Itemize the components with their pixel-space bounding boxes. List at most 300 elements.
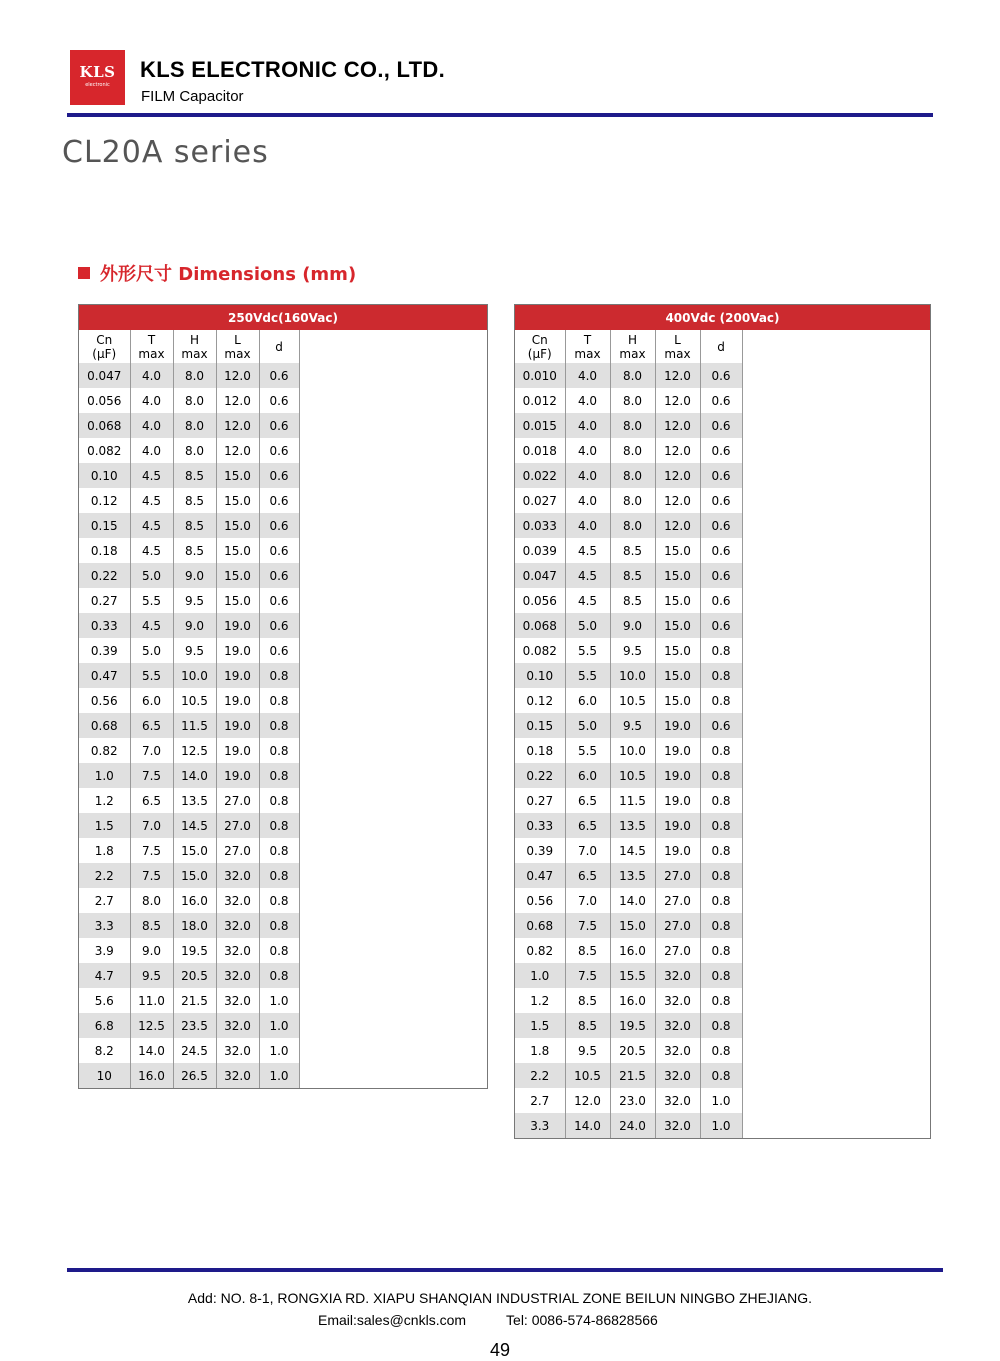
table-cell: 5.5 [130,588,173,613]
col-header-cn [515,330,565,363]
blank-cell [299,363,487,388]
table-cell: 0.8 [700,1038,742,1063]
table-cell: 8.0 [610,413,655,438]
table-header-row [79,330,487,363]
table-cell: 19.0 [216,638,259,663]
blank-cell [742,1013,930,1038]
table-cell: 27.0 [216,838,259,863]
table-cell: 0.8 [700,813,742,838]
blank-cell [299,1013,487,1038]
table-cell: 19.0 [216,688,259,713]
table-cell: 8.5 [173,463,216,488]
table-cell: 15.0 [216,563,259,588]
table-cell: 7.5 [130,838,173,863]
table-cell: 9.5 [565,1038,610,1063]
table-cell: 7.0 [565,888,610,913]
footer-divider [67,1268,943,1272]
table-cell: 1.0 [259,1063,299,1088]
table-row [515,913,930,938]
header-blank-cell [742,330,930,363]
table-cell: 0.6 [259,563,299,588]
table-cell: 0.082 [79,438,130,463]
table-cell: 7.5 [130,763,173,788]
table-cell: 19.0 [655,788,700,813]
blank-cell [742,463,930,488]
table-cell: 0.6 [700,588,742,613]
table-row [79,788,487,813]
table-cell: 5.5 [565,663,610,688]
table-cell: 1.2 [79,788,130,813]
table-cell: 0.8 [259,838,299,863]
blank-cell [742,938,930,963]
table-cell: 0.6 [700,363,742,388]
table-cell: 15.0 [655,613,700,638]
table-cell: 0.012 [515,388,565,413]
table-cell: 0.6 [700,538,742,563]
blank-cell [299,713,487,738]
table-cell: 4.0 [565,438,610,463]
table-cell: 9.0 [130,938,173,963]
table-row [79,613,487,638]
blank-cell [299,388,487,413]
table-cell: 0.8 [259,713,299,738]
table-cell: 0.8 [259,663,299,688]
table-cell: 10.5 [565,1063,610,1088]
blank-cell [299,863,487,888]
blank-cell [742,763,930,788]
table-cell: 0.6 [700,413,742,438]
table-cell: 0.8 [700,738,742,763]
table-row [79,988,487,1013]
table-cell: 0.8 [259,963,299,988]
blank-cell [299,913,487,938]
table-cell: 0.6 [259,513,299,538]
blank-cell [742,513,930,538]
table-cell: 0.47 [515,863,565,888]
table-cell: 4.0 [130,438,173,463]
table-cell: 0.18 [79,538,130,563]
table-cell: 13.5 [610,813,655,838]
table-row [515,963,930,988]
table-row [79,813,487,838]
table-cell: 4.7 [79,963,130,988]
table-cell: 0.068 [515,613,565,638]
table-cell: 8.5 [173,538,216,563]
table-cell: 19.5 [610,1013,655,1038]
col-header-t-label: T [147,332,156,347]
table-cell: 4.5 [130,463,173,488]
blank-cell [742,438,930,463]
table-cell: 0.6 [259,388,299,413]
col-header-cn-label: Cn [96,332,113,347]
table-row [79,438,487,463]
section-heading-label: 外形尺寸 Dimensions (mm) [100,264,357,285]
table-cell: 15.0 [173,863,216,888]
table-row [79,538,487,563]
table-cell: 7.0 [130,738,173,763]
table-cell: 0.8 [700,938,742,963]
table-cell: 20.5 [173,963,216,988]
table-cell: 1.0 [700,1113,742,1138]
table-row [79,363,487,388]
col-header-t-label: T [583,332,592,347]
table-row [79,913,487,938]
header-divider [67,113,933,117]
table-cell: 0.22 [79,563,130,588]
blank-cell [742,388,930,413]
table-cell: 24.5 [173,1038,216,1063]
table-cell: 19.0 [216,763,259,788]
table-cell: 8.0 [610,363,655,388]
table-row [515,888,930,913]
blank-cell [742,988,930,1013]
table-cell: 0.082 [515,638,565,663]
table-row [515,588,930,613]
page-title: CL20A series [62,135,269,170]
table-cell: 0.039 [515,538,565,563]
table-cell: 26.5 [173,1063,216,1088]
table-row [79,663,487,688]
blank-cell [742,813,930,838]
table-cell: 0.047 [79,363,130,388]
table-cell: 32.0 [216,988,259,1013]
table-cell: 10.5 [610,688,655,713]
table-cell: 8.0 [610,438,655,463]
blank-cell [299,488,487,513]
table-cell: 15.0 [655,638,700,663]
col-header-cn-label: Cn [531,332,548,347]
table-cell: 19.0 [216,663,259,688]
table-cell: 0.056 [515,588,565,613]
table-cell: 0.56 [79,688,130,713]
blank-cell [742,588,930,613]
product-category: FILM Capacitor [141,88,244,105]
table-cell: 8.0 [173,363,216,388]
table-cell: 0.8 [259,738,299,763]
table-cell: 1.0 [79,763,130,788]
table-row [515,988,930,1013]
table-cell: 4.5 [130,513,173,538]
table-cell: 4.5 [130,613,173,638]
blank-cell [299,788,487,813]
table-row [79,688,487,713]
table-cell: 5.0 [130,563,173,588]
table-cell: 0.8 [700,863,742,888]
table-cell: 4.0 [130,363,173,388]
table-cell: 0.15 [79,513,130,538]
table-cell: 6.0 [565,688,610,713]
table-cell: 19.0 [216,738,259,763]
table-cell: 4.5 [130,538,173,563]
table-row [515,713,930,738]
table-row [79,1063,487,1088]
table-cell: 5.0 [565,713,610,738]
table-cell: 0.6 [259,463,299,488]
table-row [515,388,930,413]
table-cell: 8.0 [610,388,655,413]
blank-cell [299,688,487,713]
blank-cell [299,538,487,563]
table-row [515,838,930,863]
table-cell: 0.6 [259,638,299,663]
table-cell: 23.0 [610,1088,655,1113]
table-cell: 9.5 [173,588,216,613]
table-cell: 0.8 [700,638,742,663]
table-cell: 5.0 [565,613,610,638]
table-cell: 19.5 [173,938,216,963]
table-cell: 0.027 [515,488,565,513]
company-logo [70,50,125,105]
table-cell: 9.5 [130,963,173,988]
blank-cell [742,1063,930,1088]
table-row [515,413,930,438]
table-caption: 400Vdc (200Vac) [515,305,930,330]
table-cell: 0.010 [515,363,565,388]
table-row [79,713,487,738]
table-cell: 0.8 [700,988,742,1013]
table-cell: 2.7 [515,1088,565,1113]
table-cell: 15.0 [216,488,259,513]
table-cell: 8.5 [565,988,610,1013]
table-cell: 9.0 [610,613,655,638]
table-cell: 0.8 [700,963,742,988]
table-cell: 1.0 [515,963,565,988]
table-cell: 24.0 [610,1113,655,1138]
table-cell: 32.0 [216,1038,259,1063]
table-row [79,413,487,438]
col-header-cn-unit: (μF) [92,346,117,361]
blank-cell [742,563,930,588]
table-cell: 32.0 [655,1113,700,1138]
table-cell: 6.5 [565,788,610,813]
table-cell: 4.0 [130,388,173,413]
table-cell: 0.056 [79,388,130,413]
table-cell: 19.0 [655,738,700,763]
table-row [79,763,487,788]
table-cell: 8.0 [173,388,216,413]
table-cell: 9.5 [173,638,216,663]
table-cell: 0.6 [700,613,742,638]
blank-cell [299,613,487,638]
table-cell: 19.0 [655,813,700,838]
table-row [79,738,487,763]
blank-cell [742,738,930,763]
blank-cell [742,363,930,388]
table-cell: 12.0 [655,513,700,538]
table-cell: 8.5 [610,538,655,563]
table-row [79,888,487,913]
table-row [515,738,930,763]
blank-cell [299,1038,487,1063]
table-cell: 16.0 [130,1063,173,1088]
table-cell: 0.015 [515,413,565,438]
table-cell: 8.5 [130,913,173,938]
table-row [79,1013,487,1038]
col-header-l-label: L [234,332,241,347]
col-header-l-label: L [674,332,681,347]
table-cell: 0.6 [259,363,299,388]
table-cell: 8.5 [565,938,610,963]
table-cell: 0.8 [700,688,742,713]
table-cell: 15.0 [655,688,700,713]
table-row [515,688,930,713]
table-cell: 1.8 [515,1038,565,1063]
table-cell: 0.6 [259,438,299,463]
table-cell: 12.0 [655,413,700,438]
table-cell: 8.5 [610,588,655,613]
col-header-l [216,330,259,363]
blank-cell [299,763,487,788]
table-cell: 0.33 [79,613,130,638]
blank-cell [299,888,487,913]
table-cell: 12.0 [655,438,700,463]
table-cell: 7.5 [565,913,610,938]
table-row [515,638,930,663]
table-cell: 0.8 [259,688,299,713]
table-cell: 12.0 [216,363,259,388]
table-cell: 32.0 [216,1013,259,1038]
table-cell: 0.8 [700,763,742,788]
table-cell: 6.5 [130,788,173,813]
table-cell: 12.0 [655,388,700,413]
table-cell: 0.10 [515,663,565,688]
table-cell: 27.0 [655,938,700,963]
table-cell: 4.0 [565,488,610,513]
table-cell: 0.8 [700,663,742,688]
table-row [515,488,930,513]
table-cell: 0.15 [515,713,565,738]
table-cell: 32.0 [216,888,259,913]
table-cell: 0.6 [700,488,742,513]
table-cell: 32.0 [216,1063,259,1088]
table-row [515,513,930,538]
company-name: KLS ELECTRONIC CO., LTD. [140,57,446,82]
table-cell: 18.0 [173,913,216,938]
table-cell: 15.0 [216,538,259,563]
table-row [515,1063,930,1088]
table-cell: 10.0 [610,663,655,688]
contact-line [318,1312,658,1328]
table-cell: 14.0 [610,888,655,913]
table-cell: 19.0 [655,763,700,788]
blank-cell [742,1038,930,1063]
table-cell: 0.6 [259,413,299,438]
table-cell: 1.8 [79,838,130,863]
table-row [515,1088,930,1113]
col-header-l-unit: max [224,346,251,361]
table-cell: 7.0 [130,813,173,838]
table-row [79,938,487,963]
table-cell: 0.8 [259,913,299,938]
table-cell: 0.82 [79,738,130,763]
table-cell: 0.82 [515,938,565,963]
table-cell: 15.0 [655,663,700,688]
table-row [79,513,487,538]
table-cell: 6.8 [79,1013,130,1038]
table-cell: 2.7 [79,888,130,913]
table-row [515,613,930,638]
table-cell: 5.5 [130,663,173,688]
table-cell: 15.0 [216,463,259,488]
table-cell: 5.0 [130,638,173,663]
table-cell: 0.18 [515,738,565,763]
table-cell: 0.56 [515,888,565,913]
table-row [515,938,930,963]
table-cell: 2.2 [79,863,130,888]
blank-cell [742,538,930,563]
blank-cell [299,588,487,613]
table-cell: 0.8 [700,838,742,863]
table-cell: 4.5 [565,538,610,563]
blank-cell [299,413,487,438]
table-cell: 8.0 [610,463,655,488]
blank-cell [299,838,487,863]
table-cell: 6.5 [565,813,610,838]
table-cell: 21.5 [173,988,216,1013]
blank-cell [299,988,487,1013]
table-cell: 12.0 [216,413,259,438]
col-header-h [173,330,216,363]
table-cell: 2.2 [515,1063,565,1088]
table-cell: 6.5 [130,713,173,738]
table-cell: 10.0 [610,738,655,763]
table-cell: 10.0 [173,663,216,688]
table-cell: 6.0 [565,763,610,788]
table-cell: 32.0 [655,1063,700,1088]
table-cell: 0.8 [259,813,299,838]
table-row [79,863,487,888]
table-cell: 1.0 [700,1088,742,1113]
table-cell: 1.0 [259,1038,299,1063]
blank-cell [299,1063,487,1088]
table-cell: 32.0 [655,1088,700,1113]
table-cell: 15.0 [216,513,259,538]
blank-cell [742,613,930,638]
table-cell: 0.047 [515,563,565,588]
table-cell: 12.0 [565,1088,610,1113]
blank-cell [299,813,487,838]
table-cell: 0.6 [700,388,742,413]
col-header-h-unit: max [181,346,208,361]
table-cell: 0.6 [700,463,742,488]
table-cell: 0.8 [259,863,299,888]
header-blank-cell [299,330,487,363]
table-cell: 9.5 [610,638,655,663]
table-row [79,388,487,413]
blank-cell [742,488,930,513]
table-cell: 1.0 [259,988,299,1013]
col-header-d: d [700,330,742,363]
table-cell: 12.5 [130,1013,173,1038]
table-cell: 5.5 [565,638,610,663]
table-cell: 9.0 [173,613,216,638]
table-cell: 21.5 [610,1063,655,1088]
col-header-h-label: H [189,332,200,347]
table-cell: 14.5 [173,813,216,838]
table-cell: 15.0 [173,838,216,863]
table-cell: 15.0 [610,913,655,938]
table-cell: 0.68 [79,713,130,738]
table-cell: 32.0 [216,938,259,963]
blank-cell [742,638,930,663]
table-cell: 4.0 [565,463,610,488]
table-cell: 0.6 [259,538,299,563]
blank-cell [742,1113,930,1138]
table-cell: 4.0 [565,413,610,438]
table-cell: 0.33 [515,813,565,838]
col-header-d: d [259,330,299,363]
table-cell: 32.0 [216,863,259,888]
